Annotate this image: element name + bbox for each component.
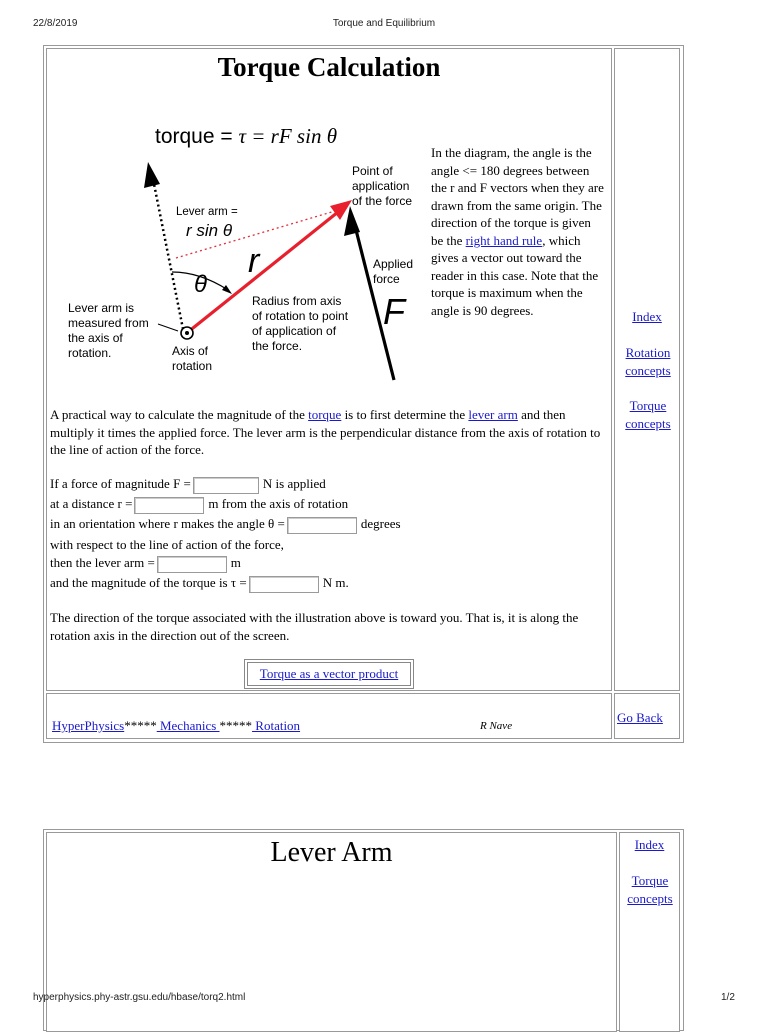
- practical-text-2: is to first determine the: [341, 407, 469, 422]
- torque-unit: N m.: [322, 575, 349, 590]
- force-label: If a force of magnitude F =: [50, 476, 191, 491]
- practical-paragraph: [50, 406, 608, 459]
- torque-concepts-link[interactable]: Torque concepts: [625, 398, 671, 431]
- angle-input[interactable]: [287, 517, 357, 534]
- force-input[interactable]: [193, 477, 259, 494]
- angle-unit: degrees: [360, 516, 401, 531]
- torque-vector-product-link[interactable]: Torque as a vector product: [259, 666, 399, 681]
- torque-input[interactable]: [249, 576, 319, 593]
- applied-force-label: Applied force: [373, 257, 414, 286]
- lever-arm-result-label: then the lever arm =: [50, 555, 155, 570]
- author-credit: R Nave: [480, 720, 513, 732]
- print-title: Torque and Equilibrium: [332, 18, 436, 29]
- page-title: Torque Calculation: [217, 52, 441, 82]
- theta-arc-arrowhead: [222, 285, 232, 294]
- distance-input[interactable]: [134, 497, 204, 514]
- mechanics-link[interactable]: Mechanics: [156, 718, 220, 733]
- point-of-application-label: Point of application of the force: [352, 164, 413, 208]
- lever-arm-line: [152, 174, 184, 334]
- calc-row-angle: [50, 514, 401, 534]
- angle-description-text-2: , which gives a vector out toward the reader in this case. Note that the torque is maximum when the angle is 90 degrees.: [431, 232, 599, 318]
- torque-diagram: [60, 112, 430, 392]
- force-unit: N is applied: [262, 476, 326, 491]
- torque-concepts-link-2[interactable]: Torque concepts: [627, 873, 673, 906]
- angle-description-text: In the diagram, the angle is the angle <= 180 degrees between the r and F vectors when they are drawn from the same origin. The direction of the torque is given be the: [431, 145, 604, 248]
- lever-measured-label: Lever arm is measured from the axis of rotation.: [68, 301, 149, 360]
- lever-arm-link[interactable]: lever arm: [468, 407, 518, 422]
- r-label: r: [248, 242, 260, 280]
- torque-vector-product-button[interactable]: [244, 659, 414, 689]
- rotation-concepts-link[interactable]: Rotation concepts: [625, 345, 671, 378]
- rotation-link[interactable]: Rotation: [252, 718, 301, 733]
- lever-arm-unit: m: [230, 555, 241, 570]
- radius-label: Radius from axis of rotation to point of application of the force.: [252, 294, 349, 353]
- hyperphysics-link[interactable]: HyperPhysics: [52, 718, 125, 733]
- theta-label: θ: [194, 271, 208, 298]
- angle-label: in an orientation where r makes the angle θ =: [50, 516, 285, 531]
- print-page-number: 1/2: [721, 992, 735, 1003]
- calc-row-respect: with respect to the line of action of the force,: [50, 537, 284, 552]
- lever-arm-input[interactable]: [157, 556, 227, 573]
- force-arrowhead: [344, 206, 360, 236]
- print-url: hyperphysics.phy-astr.gsu.edu/hbase/torq2.html: [33, 992, 246, 1003]
- right-hand-rule-link[interactable]: right hand rule: [465, 232, 543, 248]
- f-label: F: [383, 291, 405, 332]
- go-back-link[interactable]: Go Back: [617, 710, 663, 725]
- angle-description: [431, 144, 605, 319]
- calc-row-force: [50, 474, 326, 494]
- footer-stars-2: *****: [219, 718, 253, 733]
- measured-pointer: [158, 324, 178, 331]
- practical-text-3: and then multiply it times the applied force. The lever arm is the perpendicular distance from the axis of rotation to the line of action of the force.: [50, 407, 601, 457]
- torque-link[interactable]: torque: [308, 407, 342, 422]
- footer-stars-1: *****: [124, 718, 157, 733]
- index-link-2[interactable]: Index: [634, 837, 665, 852]
- axis-dot: [185, 331, 189, 335]
- direction-paragraph: The direction of the torque associated with the illustration above is toward you. That is, it is along the rotation axis in the direction out of the screen.: [50, 610, 579, 643]
- lever-arm-nav-cell: [619, 832, 680, 1032]
- index-link[interactable]: Index: [632, 309, 662, 324]
- lever-arm-label: Lever arm =: [176, 206, 238, 218]
- axis-of-rotation-label: Axis of rotation: [172, 344, 213, 373]
- torque-result-label: and the magnitude of the torque is τ =: [50, 575, 247, 590]
- distance-label: at a distance r =: [50, 496, 133, 511]
- lever-arm-arrowhead: [144, 162, 160, 188]
- print-date: 22/8/2019: [33, 18, 78, 29]
- calc-row-torque: [50, 573, 349, 593]
- lever-arm-value: r sin θ: [186, 221, 233, 240]
- practical-text-1: A practical way to calculate the magnitude of the: [50, 407, 309, 422]
- calc-row-distance: [50, 494, 348, 514]
- distance-unit: m from the axis of rotation: [208, 496, 349, 511]
- footer-nav: [52, 717, 300, 735]
- lever-arm-title: Lever Arm: [270, 837, 393, 868]
- torque-formula: torque = τ = rF sin θ: [155, 124, 338, 148]
- calc-row-lever-arm: [50, 553, 241, 573]
